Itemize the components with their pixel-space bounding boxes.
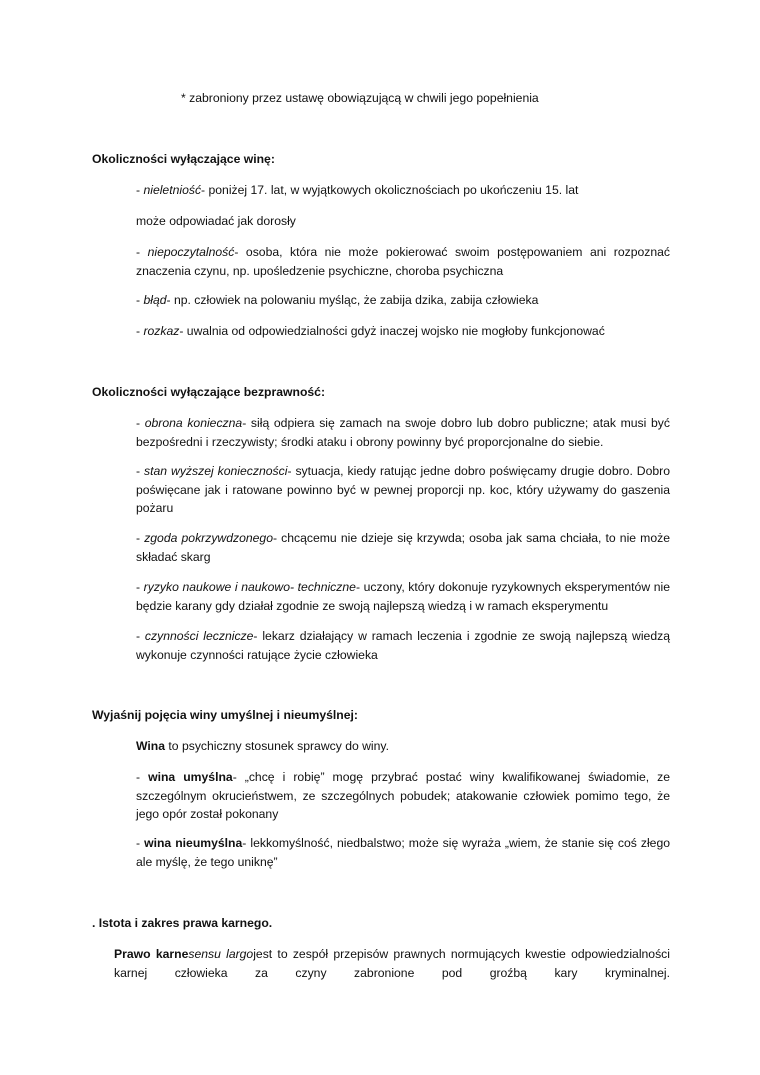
- term-niepoczytalnosc: niepoczytalność: [147, 245, 235, 259]
- item-blad: - błąd- np. człowiek na polowaniu myśląc, że zabija dzika, zabija człowieka: [136, 293, 539, 307]
- term-wina: Wina: [136, 739, 166, 753]
- term-obrona-konieczna: obrona konieczna: [144, 416, 243, 430]
- term-blad: błąd: [143, 293, 167, 307]
- term-czynnosci-lecznicze: czynności lecznicze: [144, 629, 254, 643]
- definition-wina: Wina to psychiczny stosunek sprawcy do winy.: [136, 739, 389, 753]
- paragraph-prawo-karne: Prawo karnesensu largojest to zespół przepisów prawnych normujących kwestie odpowiedzialności karnej człowieka za czyny zabronione pod groźbą kary kryminalnej.: [114, 947, 670, 980]
- heading-wina: Okoliczności wyłączające winę:: [92, 152, 275, 166]
- term-wina-umyslna: wina umyślna: [148, 770, 233, 784]
- item-rozkaz: - rozkaz- uwalnia od odpowiedzialności gdyż inaczej wojsko nie mogłoby funkcjonować: [136, 324, 605, 338]
- term-ryzyko-naukowe: ryzyko naukowe i naukowo- techniczne: [143, 580, 356, 594]
- term-stan-wyzszej-koniecznosci: stan wyższej konieczności: [144, 464, 288, 478]
- item-nieletniosc: - nieletniość- poniżej 17. lat, w wyjątkowych okolicznościach po ukończeniu 15. lat: [136, 183, 579, 197]
- heading-bezprawnosc: Okoliczności wyłączające bezprawność:: [92, 385, 326, 399]
- term-wina-nieumyslna: wina nieumyślna: [144, 836, 243, 850]
- term-nieletniosc: nieletniość: [143, 183, 202, 197]
- heading-istota: . Istota i zakres prawa karnego.: [92, 916, 273, 930]
- term-rozkaz: rozkaz: [143, 324, 180, 338]
- term-zgoda-pokrzywdzonego: zgoda pokrzywdzonego: [144, 531, 273, 545]
- top-note: * zabroniony przez ustawę obowiązującą w chwili jego popełnienia: [181, 91, 539, 105]
- item-niepoczytalnosc: - niepoczytalność- osoba, która nie może pokierować swoim postępowaniem ani rozpoznać znaczenia czynu, np. upośledzenie psychiczne, choroba psychiczna: [136, 245, 671, 278]
- item-zgoda-pokrzywdzonego: - zgoda pokrzywdzonego- chcącemu nie dzieje się krzywda; osoba jak sama chciała, to nie może składać skarg: [136, 531, 670, 564]
- heading-wyjasnij: Wyjaśnij pojęcia winy umyślnej i nieumyślnej:: [92, 708, 358, 722]
- item-ryzyko-naukowe: - ryzyko naukowe i naukowo- techniczne- uczony, który dokonuje ryzykownych eksperymentów nie będzie karany gdy działał zgodnie ze swoją najlepszą wiedzą i w ramach eksperymentu: [136, 580, 670, 613]
- item-wina-umyslna: - wina umyślna- „chcę i robię” mogę przybrać postać winy kwalifikowanej świadomie, ze szczególnym okrucieństwem, ze szczególnych pobudek; atakowanie człowiek pomimo tego, że jego opór został pokonany: [136, 770, 671, 821]
- item-wina-nieumyslna: - wina nieumyślna- lekkomyślność, niedbalstwo; może się wyraża „wiem, że stanie się coś złego ale myślę, że tego uniknę”: [136, 836, 670, 869]
- item-obrona-konieczna: - obrona konieczna- siłą odpiera się zamach na swoje dobro lub dobro publiczne; atak musi być bezpośredni i rzeczywisty; środki ataku i obrony powinny być proporcjonalne do siebie.: [136, 416, 670, 449]
- item-stan-wyzszej-koniecznosci: - stan wyższej konieczności- sytuacja, kiedy ratując jedne dobro poświęcamy drugie dobro. Dobro poświęcane jak i ratowane powinno być w pewnej proporcji np. koc, który używamy do gaszenia pożaru: [136, 464, 670, 515]
- item-czynnosci-lecznicze: - czynności lecznicze- lekarz działający w ramach leczenia i zgodnie ze swoją najlepszą wiedzą wykonuje czynności ratujące życie człowieka: [136, 629, 670, 662]
- latin-sensu-largo: sensu largo: [188, 947, 254, 961]
- term-prawo-karne: Prawo karne: [114, 947, 189, 961]
- item-nieletniosc-continuation: może odpowiadać jak dorosły: [136, 214, 296, 228]
